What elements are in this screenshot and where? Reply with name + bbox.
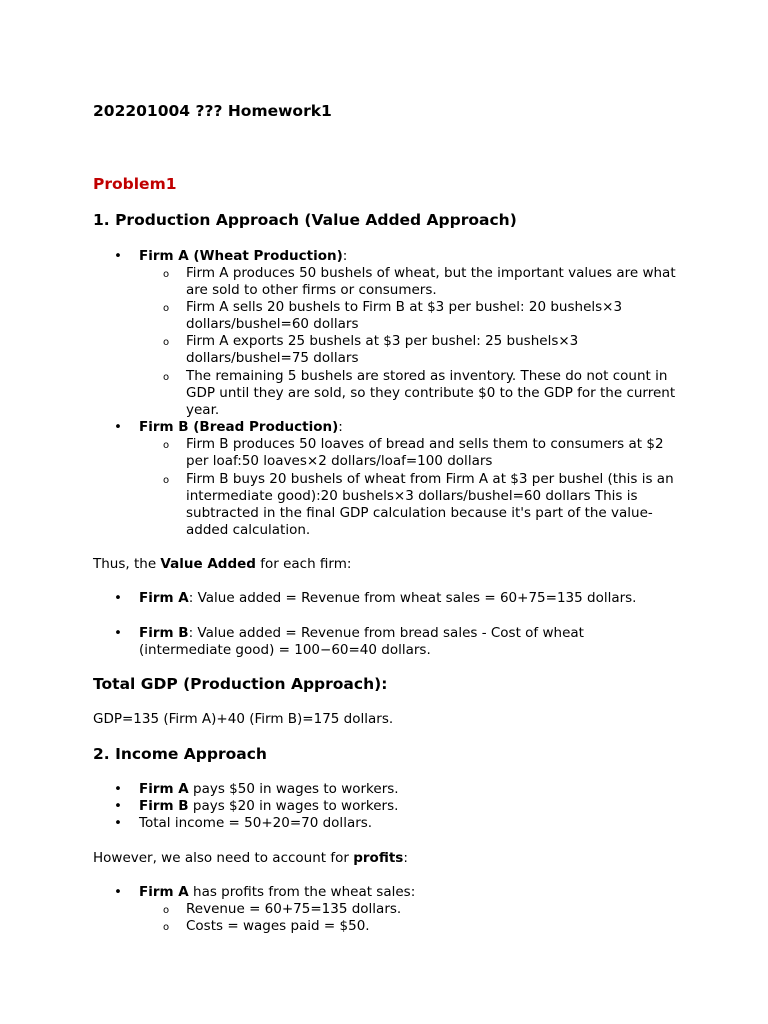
wages-firm-a xyxy=(139,781,679,798)
profits-intro-post: : xyxy=(403,850,408,866)
firm-a-item-1: o Firm A produces 50 bushels of wheat, but the important values are what are sold to other firms or consumers. xyxy=(186,265,686,299)
wages-firm-b xyxy=(139,798,679,815)
problem-heading: Problem1 xyxy=(93,175,177,193)
value-added-intro xyxy=(93,556,351,573)
firm-a-colon: : xyxy=(342,248,348,264)
profit-revenue: o Revenue = 60+75=135 dollars. xyxy=(186,901,686,918)
total-income xyxy=(139,815,679,832)
value-added-firm-b-label: Firm B xyxy=(139,625,189,641)
profit-costs: o Costs = wages paid = $50. xyxy=(186,918,686,935)
firm-b-colon: : xyxy=(338,419,343,435)
wages-firm-a-text: pays $50 in wages to workers. xyxy=(188,781,399,797)
value-added-term: Value Added xyxy=(160,556,256,572)
value-added-firm-a-label: Firm A xyxy=(139,590,189,606)
profit-firm-a-label: Firm A xyxy=(139,884,189,900)
value-added-firm-b xyxy=(139,625,679,659)
profit-firm-a xyxy=(139,884,679,901)
document-title: 202201004 ??? Homework1 xyxy=(93,102,332,120)
profits-term: profits xyxy=(353,850,404,866)
total-income-text: Total income = 50+20=70 dollars. xyxy=(139,815,373,831)
value-added-firm-a xyxy=(139,590,679,607)
firm-b-item-1: o Firm B produces 50 loaves of bread and sells them to consumers at $2 per loaf:50 loaves×2 dollars/loaf=100 dollars xyxy=(186,436,686,470)
firm-a-bullet xyxy=(139,248,679,265)
total-gdp-equation: GDP=135 (Firm A)+40 (Firm B)=175 dollars. xyxy=(93,711,394,727)
firm-b-bullet xyxy=(139,419,679,436)
firm-b-item-2: o Firm B buys 20 bushels of wheat from Firm A at $3 per bushel (this is an intermediate good):20 bushels×3 dollars/bushel=60 dollars This is subtracted in the final GDP calculation because it's part of the value-added calculation. xyxy=(186,471,686,539)
profits-intro-pre: However, we also need to account for xyxy=(93,850,354,866)
wages-firm-a-label: Firm A xyxy=(139,781,189,797)
firm-a-item-2: o Firm A sells 20 bushels to Firm B at $3 per bushel: 20 bushels×3 dollars/bushel=60 dollars xyxy=(186,299,686,333)
firm-b-label: Firm B (Bread Production) xyxy=(139,419,339,435)
wages-firm-b-label: Firm B xyxy=(139,798,189,814)
firm-a-item-3: o Firm A exports 25 bushels at $3 per bushel: 25 bushels×3 dollars/bushel=75 dollars xyxy=(186,333,686,367)
value-added-intro-post: for each firm: xyxy=(255,556,352,572)
firm-a-item-4: o The remaining 5 bushels are stored as inventory. These do not count in GDP until they are sold, so they contribute $0 to the GDP for the current year. xyxy=(186,368,686,419)
production-approach-heading: 1. Production Approach (Value Added Approach) xyxy=(93,211,517,229)
value-added-firm-b-text: : Value added = Revenue from bread sales - Cost of wheat (intermediate good) = 100−60=40 dollars. xyxy=(139,625,584,658)
value-added-intro-pre: Thus, the xyxy=(93,556,161,572)
firm-a-label: Firm A (Wheat Production) xyxy=(139,248,343,264)
wages-firm-b-text: pays $20 in wages to workers. xyxy=(188,798,399,814)
profit-firm-a-text: has profits from the wheat sales: xyxy=(188,884,416,900)
profits-intro xyxy=(93,850,408,867)
value-added-firm-a-text: : Value added = Revenue from wheat sales = 60+75=135 dollars. xyxy=(188,590,637,606)
total-gdp-heading: Total GDP (Production Approach): xyxy=(93,675,388,693)
income-approach-heading: 2. Income Approach xyxy=(93,745,267,763)
